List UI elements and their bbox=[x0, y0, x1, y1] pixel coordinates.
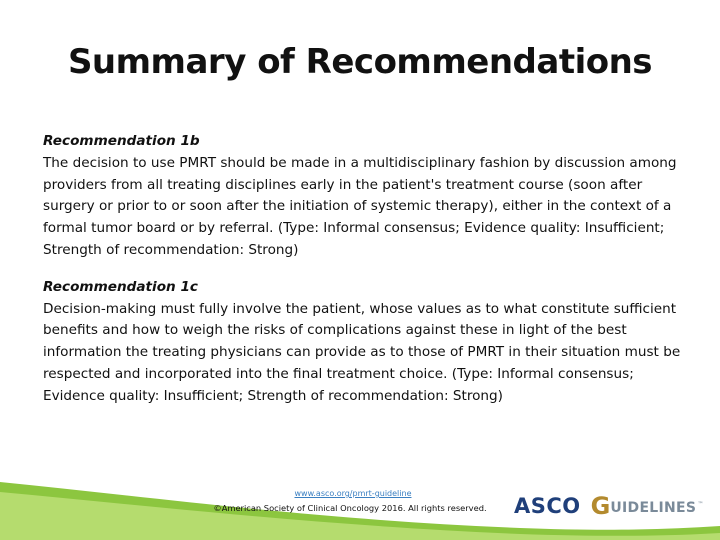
guideline-link[interactable]: www.asco.org/pmrt-guideline bbox=[294, 489, 412, 498]
recommendation-heading: Recommendation 1b bbox=[43, 133, 200, 149]
recommendation-1c bbox=[43, 277, 683, 408]
recommendation-heading: Recommendation 1c bbox=[43, 278, 198, 295]
recommendation-1b bbox=[43, 131, 683, 262]
logo-g-letter: G bbox=[590, 492, 611, 520]
logo-trademark: ™ bbox=[697, 500, 704, 508]
recommendation-text: The decision to use PMRT should be made in a multidisciplinary fashion by discussion among providers from all treating disciplines early in the patient's treatment course (soon after surgery or prior to or soon after the initiation of systemic therapy), either in the context of a formal tumor board or by referral. (Type: Informal consensus; Evidence quality: Insufficient; Strength of recommendation: Strong) bbox=[43, 154, 677, 258]
asco-guidelines-logo bbox=[514, 490, 704, 522]
logo-asco-text: ASCO bbox=[514, 494, 581, 518]
slide-title: Summary of Recommendations bbox=[67, 42, 653, 82]
logo-guidelines-text: UIDELINES bbox=[610, 500, 697, 516]
recommendation-text: Decision-making must fully involve the patient, whose values as to what constitute sufficient benefits and how to weigh the risks of complications against these in light of the best information the treating physicians can provide as to those of PMRT in their situation must be respected and incorporated into the final treatment choice. (Type: Informal consensus; Evidence quality: Insufficient; Strength of recommendation: Strong) bbox=[43, 300, 681, 404]
recommendations-body bbox=[43, 131, 683, 423]
copyright-text: ©American Society of Clinical Oncology 2016. All rights reserved. bbox=[213, 503, 487, 513]
